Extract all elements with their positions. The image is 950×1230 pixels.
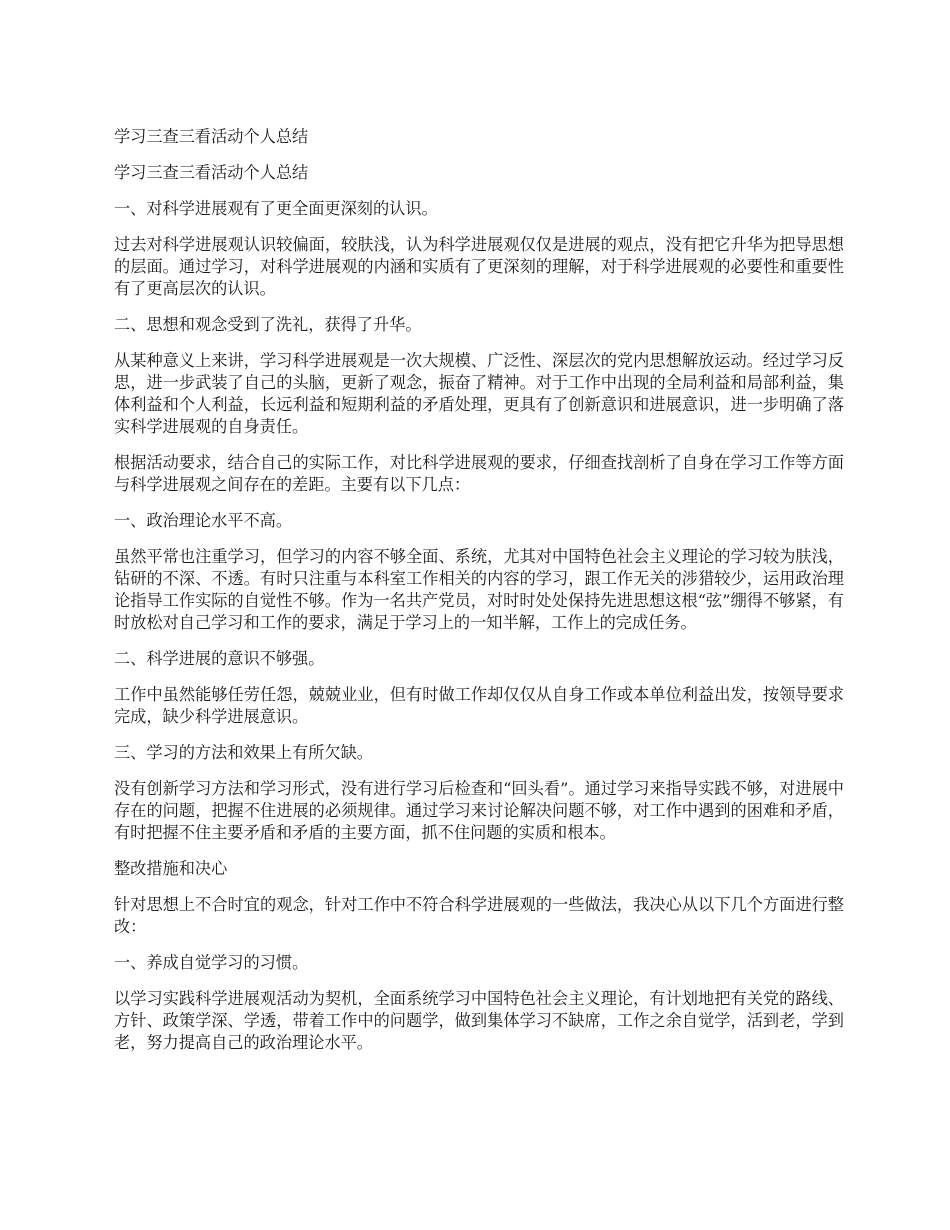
paragraph: 针对思想上不合时宜的观念，针对工作中不符合科学进展观的一些做法，我决心从以下几个方面进行整改： xyxy=(114,895,844,936)
paragraph: 以学习实践科学进展观活动为契机，全面系统学习中国特色社会主义理论，有计划地把有关党的路线、方针、政策学深、学透，带着工作中的问题学，做到集体学习不缺席，工作之余自觉学，活到老，学到老，努力提高自己的政治理论水平。 xyxy=(114,989,844,1052)
paragraph: 工作中虽然能够任劳任怨，兢兢业业，但有时做工作却仅仅从自身工作或本单位利益出发，按领导要求完成，缺少科学进展意识。 xyxy=(114,685,844,726)
paragraph: 学习三查三看活动个人总结 xyxy=(114,163,309,182)
paragraph: 过去对科学进展观认识较偏面，较肤浅，认为科学进展观仅仅是进展的观点，没有把它升华为把导思想的层面。通过学习，对科学进展观的内涵和实质有了更深刻的理解，对于科学进展观的必要性和重要性有了更高层次的认识。 xyxy=(114,235,844,298)
paragraph: 从某种意义上来讲，学习科学进展观是一次大规模、广泛性、深层次的党内思想解放运动。经过学习反思，进一步武装了自己的头脑，更新了观念，振奋了精神。对于工作中出现的全局利益和局部利益，集体利益和个人利益，长远利益和短期利益的矛盾处理，更具有了创新意识和进展意识，进一步明确了落实科学进展观的自身责任。 xyxy=(114,351,844,436)
paragraph: 没有创新学习方法和学习形式，没有进行学习后检查和“回头看”。通过学习来指导实践不够，对进展中存在的问题，把握不住进展的必须规律。通过学习来讨论解决问题不够，对工作中遇到的困难和矛盾，有时把握不住主要矛盾和矛盾的主要方面，抓不住问题的实质和根本。 xyxy=(114,779,844,842)
paragraph: 三、学习的方法和效果上有所欠缺。 xyxy=(114,743,373,762)
paragraph: 二、科学进展的意识不够强。 xyxy=(114,649,325,668)
paragraph: 一、对科学进展观有了更全面更深刻的认识。 xyxy=(114,199,438,218)
paragraph: 二、思想和观念受到了洗礼，获得了升华。 xyxy=(114,315,422,334)
paragraph: 一、养成自觉学习的习惯。 xyxy=(114,953,309,972)
document-page xyxy=(114,126,844,1068)
paragraph: 根据活动要求，结合自己的实际工作，对比科学进展观的要求，仔细查找剖析了自身在学习工作等方面与科学进展观之间存在的差距。主要有以下几点： xyxy=(114,453,844,494)
document-title: 学习三查三看活动个人总结 xyxy=(114,127,309,146)
paragraph: 整改措施和决心 xyxy=(114,859,228,878)
paragraph: 虽然平常也注重学习，但学习的内容不够全面、系统，尤其对中国特色社会主义理论的学习较为肤浅，钻研的不深、不透。有时只注重与本科室工作相关的内容的学习，跟工作无关的涉猎较少，运用政治理论指导工作实际的自觉性不够。作为一名共产党员，对时时处处保持先进思想这根“弦”绷得不够紧，有时放松对自己学习和工作的要求，满足于学习上的一知半解，工作上的完成任务。 xyxy=(114,547,844,632)
paragraph: 一、政治理论水平不高。 xyxy=(114,511,293,530)
